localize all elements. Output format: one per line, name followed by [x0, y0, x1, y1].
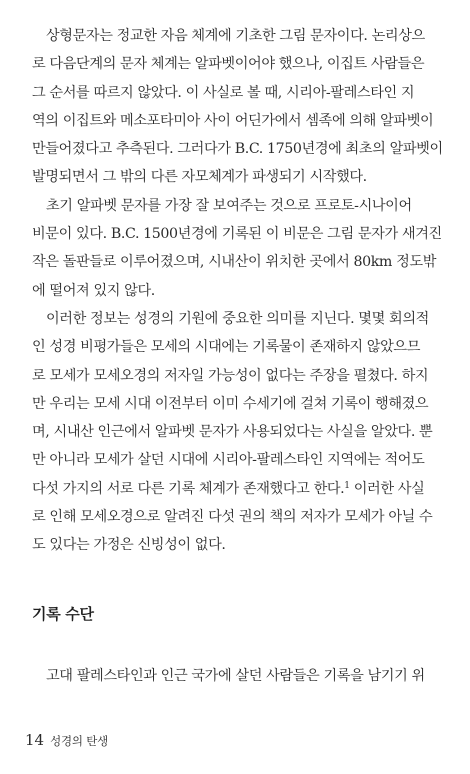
text-line: 초기 알파벳 문자를 가장 잘 보여주는 것으로 프로토-시나이어	[46, 197, 412, 214]
text-line: 도 있다는 가정은 신빙성이 없다.	[32, 537, 226, 554]
text-line: 만 아니라 모세가 살던 시대에 시리아-팔레스타인 지역에는 적어도	[32, 452, 425, 469]
text-fragment: 다섯 가지의 서로 다른 기록 체계가 존재했다고 한다.	[32, 480, 345, 497]
text-line: 로 인해 모세오경으로 알려진 다섯 권의 책의 저자가 모세가 아닐 수	[32, 509, 433, 526]
text-line: 이러한 정보는 성경의 기원에 중요한 의미를 지닌다. 몇몇 회의적	[46, 310, 429, 327]
text-line: 그 순서를 따르지 않았다. 이 사실로 볼 때, 시리아-팔레스타인 지	[32, 84, 415, 101]
text-line-with-footnote	[32, 475, 444, 503]
text-line: 발명되면서 그 밖의 다른 자모체계가 파생되기 시작했다.	[32, 169, 367, 186]
page-number: 14	[25, 731, 45, 749]
text-line: 작은 돌판들로 이루어졌으며, 시내산이 위치한 곳에서 80km 정도밖	[32, 254, 437, 271]
body-text	[32, 22, 444, 560]
footnote-marker[interactable]: 1	[344, 480, 350, 491]
text-line: 며, 시내산 인근에서 알파벳 문자가 사용되었다는 사실을 알았다. 뿐	[32, 424, 433, 441]
paragraph-3	[32, 305, 444, 560]
text-line: 로 모세가 모세오경의 저자일 가능성이 없다는 주장을 펼쳤다. 하지	[32, 367, 429, 384]
text-line: 비문이 있다. B.C. 1500년경에 기록된 이 비문은 그림 문자가 새겨진	[32, 226, 442, 243]
paragraph-2	[32, 192, 444, 305]
text-line: 고대 팔레스타인과 인근 국가에 살던 사람들은 기록을 남기기 위	[46, 668, 425, 684]
section-body-text	[32, 662, 444, 690]
section-heading: 기록 수단	[32, 605, 94, 623]
paragraph-1	[32, 22, 444, 192]
text-line: 만 우리는 모세 시대 이전부터 이미 수세기에 걸쳐 기록이 행해졌으	[32, 395, 429, 412]
text-line: 인 성경 비평가들은 모세의 시대에는 기록물이 존재하지 않았으므	[32, 339, 421, 356]
text-line: 상형문자는 정교한 자음 체계에 기초한 그림 문자이다. 논리상으	[46, 28, 425, 44]
text-fragment: 이러한 사실	[349, 480, 425, 497]
text-line: 로 다음단계의 문자 체계는 알파벳이어야 했으나, 이집트 사람들은	[32, 56, 425, 73]
text-line: 에 떨어져 있지 않다.	[32, 282, 155, 299]
running-title: 성경의 탄생	[50, 734, 109, 748]
text-line: 만들어졌다고 추측된다. 그러다가 B.C. 1750년경에 최초의 알파벳이	[32, 141, 443, 158]
page-footer	[25, 731, 108, 749]
text-line: 역의 이집트와 메소포타미아 사이 어딘가에서 셈족에 의해 알파벳이	[32, 112, 434, 129]
